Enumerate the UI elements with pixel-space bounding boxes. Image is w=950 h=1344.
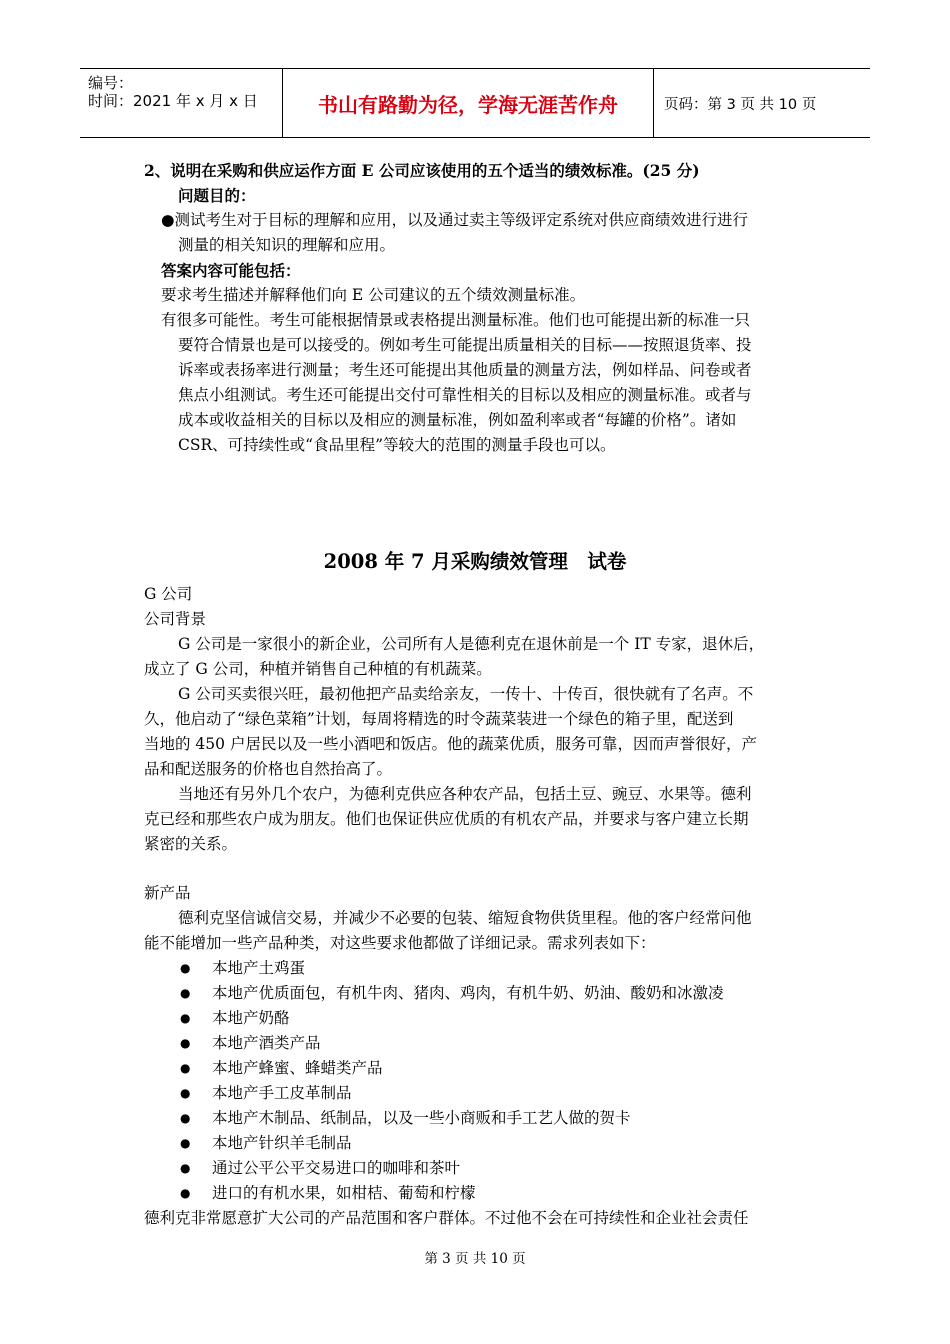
- header-table: [80, 68, 870, 138]
- list-item: 本地产土鸡蛋: [212, 959, 306, 977]
- header-page-info: 页码：第 3 页 共 10 页: [664, 96, 817, 113]
- closing-line: 德利克非常愿意扩大公司的产品范围和客户群体。不过他不会在可持续性和企业社会责任: [144, 1209, 749, 1227]
- bullet-icon: ●: [180, 1186, 191, 1200]
- list-item: 本地产优质面包，有机牛肉、猪肉、鸡肉，有机牛奶、奶油、酸奶和冰激凌: [212, 984, 724, 1002]
- bullet-icon: ●: [180, 986, 191, 1000]
- purpose-heading: 问题目的：: [178, 186, 256, 205]
- answer-line: 成本或收益相关的目标以及相应的测量标准，例如盈利率或者“每罐的价格”。诸如: [178, 411, 737, 429]
- list-item: 进口的有机水果，如柑桔、葡萄和柠檬: [212, 1184, 476, 1202]
- new-products-heading: 新产品: [144, 884, 191, 902]
- paragraph-line: G 公司买卖很兴旺，最初他把产品卖给亲友，一传十、十传百，很快就有了名声。不: [178, 685, 754, 703]
- answer-line: 焦点小组测试。考生还可能提出交付可靠性相关的目标以及相应的测量标准。或者与: [178, 386, 752, 404]
- paragraph-line: 成立了 G 公司，种植并销售自己种植的有机蔬菜。: [144, 660, 492, 678]
- paragraph-line: 德利克坚信诚信交易，并减少不必要的包装、缩短食物供货里程。他的客户经常问他: [178, 909, 752, 927]
- list-item: 本地产奶酪: [212, 1009, 290, 1027]
- page-footer: 第 3 页 共 10 页: [424, 1251, 526, 1267]
- answer-line: 要符合情景也是可以接受的。例如考生可能提出质量相关的目标——按照退货率、投: [178, 336, 752, 354]
- answer-heading: 答案内容可能包括：: [161, 261, 301, 280]
- list-item: 通过公平公平交易进口的咖啡和茶叶: [212, 1159, 461, 1177]
- paragraph-line: 紧密的关系。: [144, 835, 238, 853]
- number-label: 编号：: [88, 74, 134, 92]
- exam-title: 2008 年 7 月采购绩效管理 试卷: [323, 550, 627, 573]
- list-item: 本地产蜂蜜、蜂蜡类产品: [212, 1059, 383, 1077]
- purpose-line-1: ●测试考生对于目标的理解和应用，以及通过卖主等级评定系统对供应商绩效进行进行: [161, 211, 749, 229]
- header-motto: 书山有路勤为径，学海无涯苦作舟: [282, 69, 654, 137]
- bullet-icon: ●: [180, 1111, 191, 1125]
- question-2: 2、说明在采购和供应运作方面 E 公司应该使用的五个适当的绩效标准。(25 分): [144, 161, 700, 180]
- bullet-icon: ●: [180, 961, 191, 975]
- bullet-icon: ●: [180, 1061, 191, 1075]
- answer-line: 有很多可能性。考生可能根据情景或表格提出测量标准。他们也可能提出新的标准一只: [161, 311, 751, 329]
- date-label: 时间：2021 年 x 月 x 日: [88, 92, 258, 110]
- paragraph-line: 当地的 450 户居民以及一些小酒吧和饭店。他的蔬菜优质，服务可靠，因而声誉很好，产: [144, 735, 757, 753]
- background-heading: 公司背景: [144, 610, 207, 628]
- header-left-cell: [80, 69, 282, 137]
- purpose-line-2: 测量的相关知识的理解和应用。: [178, 236, 396, 254]
- paragraph-line: G 公司是一家很小的新企业，公司所有人是德利克在退休前是一个 IT 专家，退休后，: [178, 635, 765, 653]
- company-name: G 公司: [144, 585, 193, 603]
- answer-line: CSR、可持续性或“食品里程”等较大的范围的测量手段也可以。: [178, 436, 616, 454]
- paragraph-line: 克已经和那些农户成为朋友。他们也保证供应优质的有机农产品，并要求与客户建立长期: [144, 810, 749, 828]
- list-item: 本地产针织羊毛制品: [212, 1134, 352, 1152]
- answer-line: 诉率或表扬率进行测量；考生还可能提出其他质量的测量方法，例如样品、问卷或者: [178, 361, 752, 379]
- paragraph-line: 当地还有另外几个农户，为德利克供应各种农产品，包括土豆、豌豆、水果等。德利: [178, 785, 752, 803]
- bullet-icon: ●: [180, 1086, 191, 1100]
- bullet-icon: ●: [180, 1136, 191, 1150]
- paragraph-line: 能不能增加一些产品种类，对这些要求他都做了详细记录。需求列表如下：: [144, 934, 656, 952]
- bullet-icon: ●: [180, 1036, 191, 1050]
- list-item: 本地产酒类产品: [212, 1034, 321, 1052]
- paragraph-line: 品和配送服务的价格也自然抬高了。: [144, 760, 393, 778]
- list-item: 本地产木制品、纸制品，以及一些小商贩和手工艺人做的贺卡: [212, 1109, 631, 1127]
- bullet-icon: ●: [180, 1161, 191, 1175]
- bullet-icon: ●: [180, 1011, 191, 1025]
- answer-line-1: 要求考生描述并解释他们向 E 公司建议的五个绩效测量标准。: [161, 286, 586, 304]
- list-item: 本地产手工皮革制品: [212, 1084, 352, 1102]
- paragraph-line: 久，他启动了“绿色菜箱”计划，每周将精选的时令蔬菜装进一个绿色的箱子里，配送到: [144, 710, 734, 728]
